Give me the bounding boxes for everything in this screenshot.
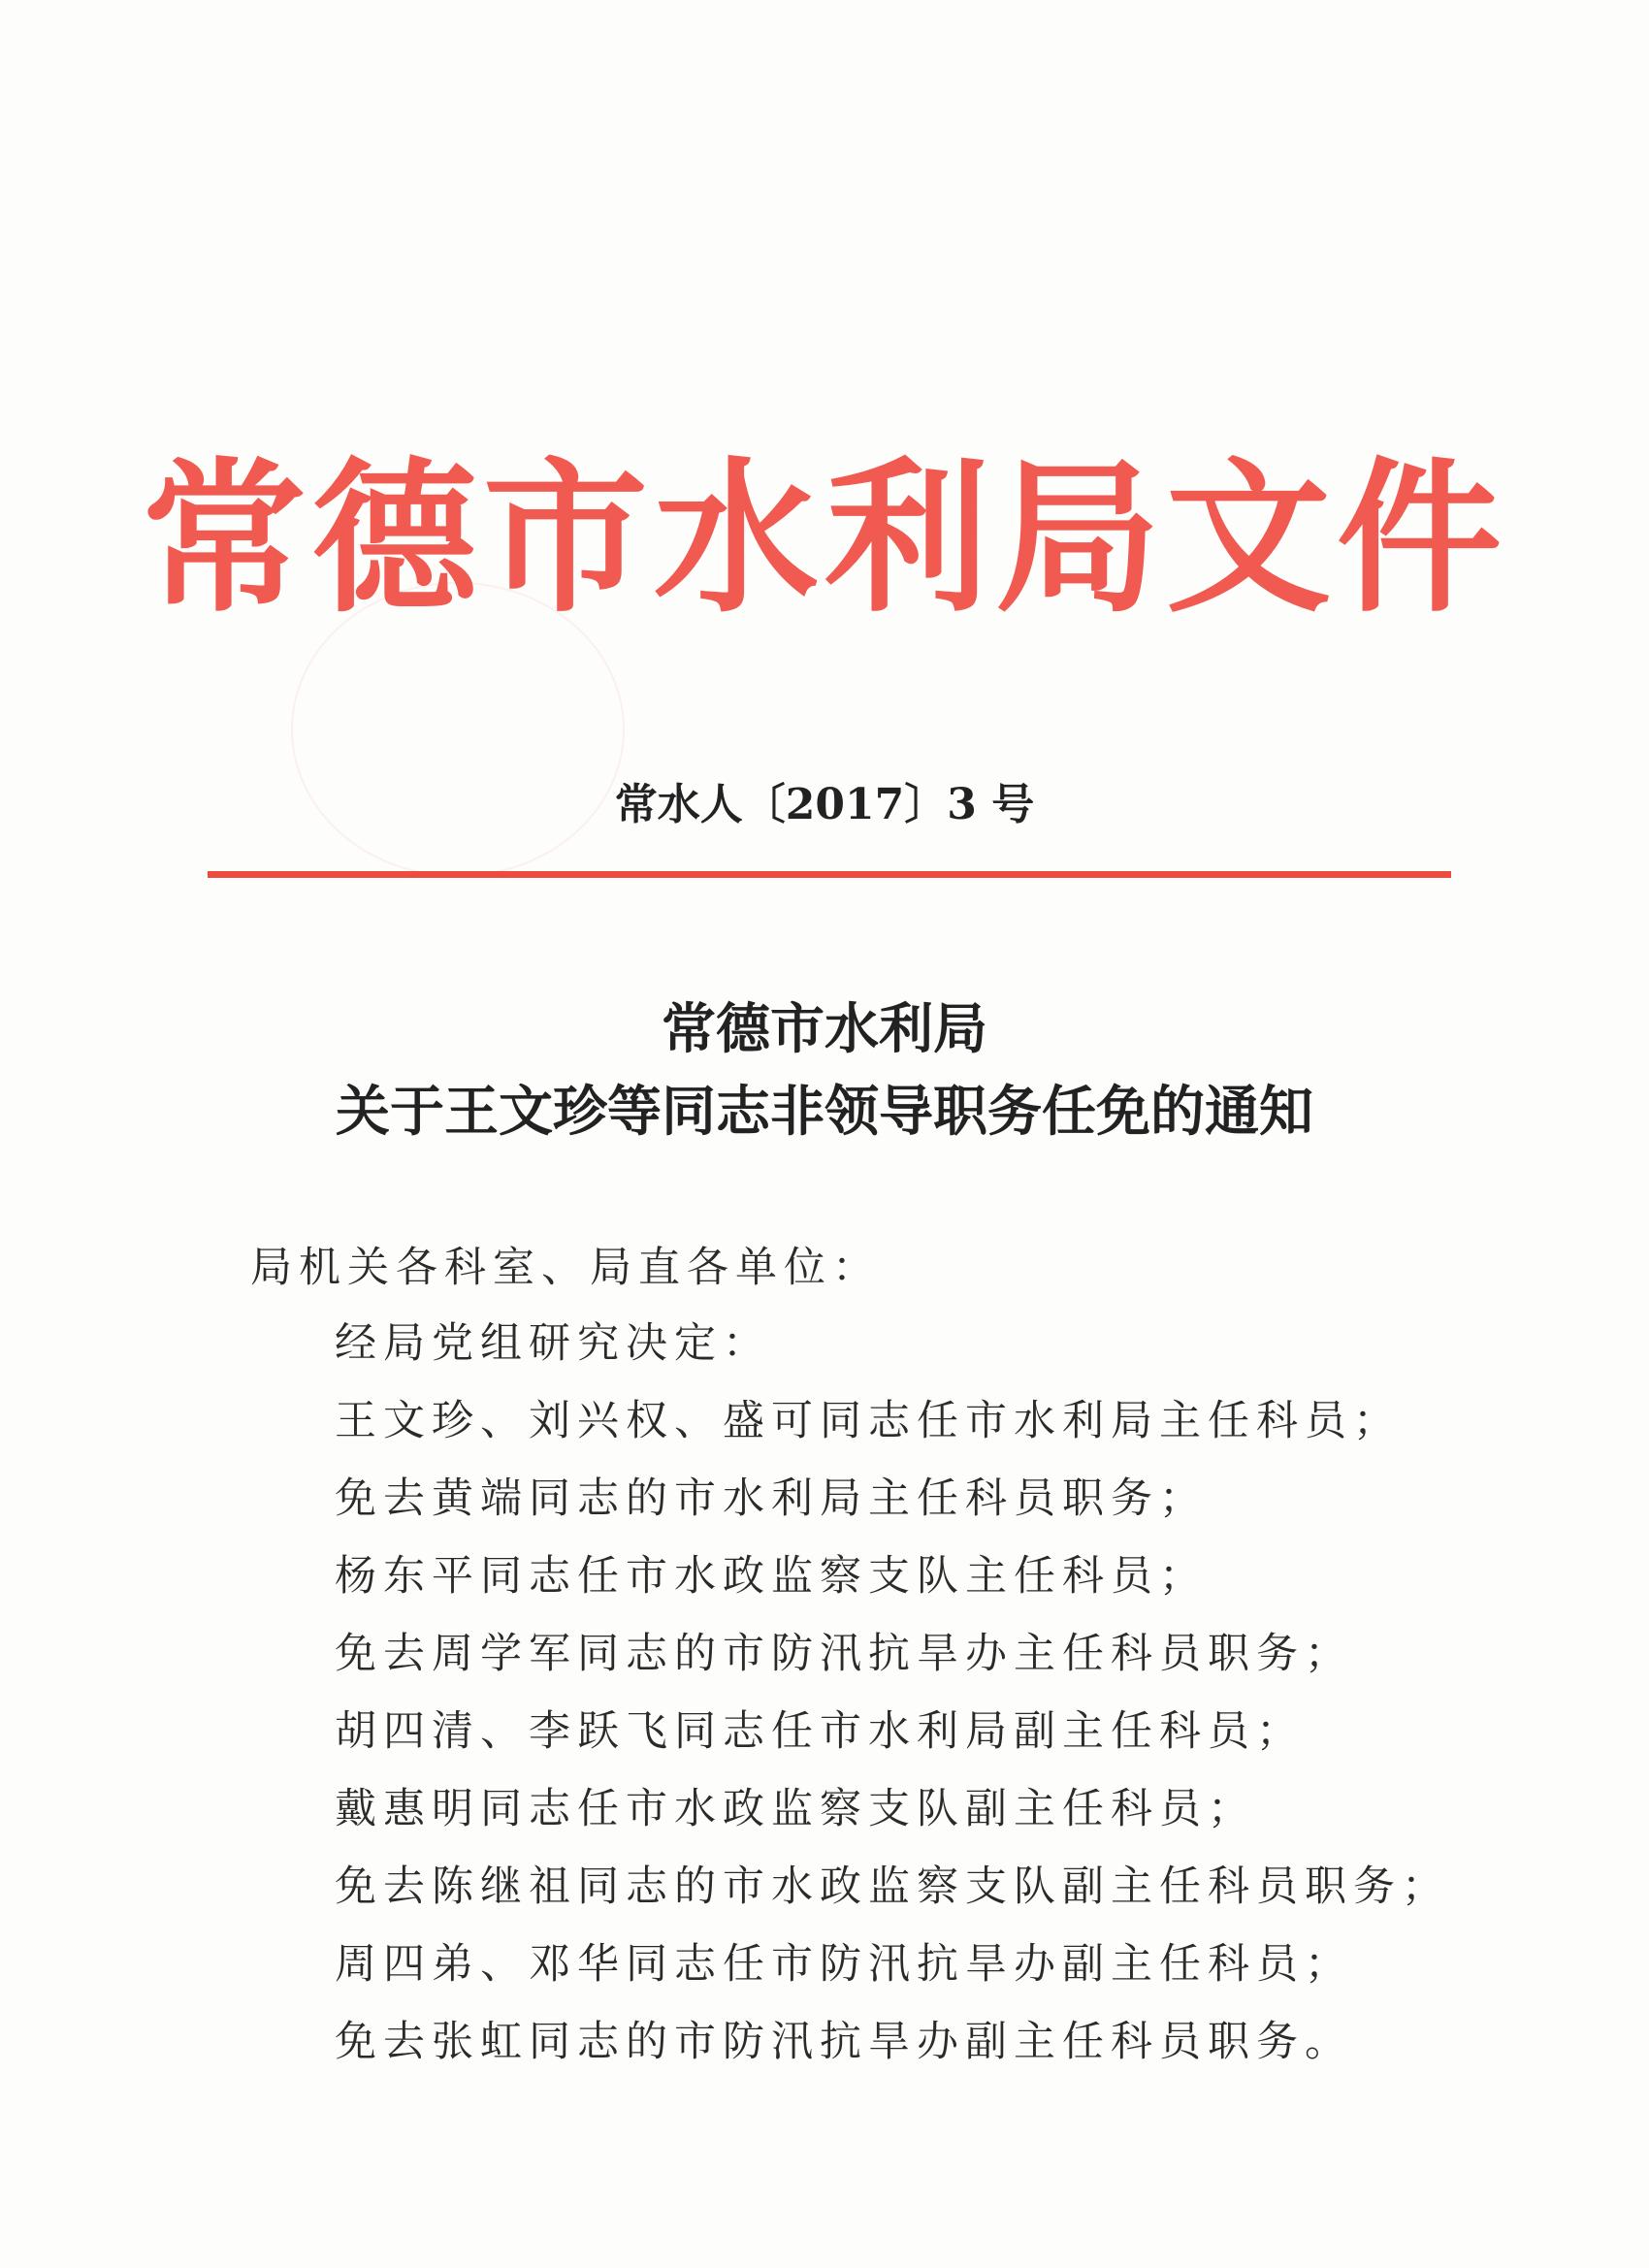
body-line: 经局党组研究决定： — [335, 1319, 771, 1368]
body-line: 戴惠明同志任市水政监察支队副主任科员； — [335, 1785, 1256, 1833]
notice-title-line-2: 关于王文珍等同志非领导职务任免的通知 — [336, 1080, 1313, 1144]
body-line: 杨东平同志任市水政监察支队主任科员； — [335, 1552, 1208, 1601]
body-line: 免去陈继祖同志的市水政监察支队副主任科员职务； — [335, 1863, 1450, 1911]
decision-list — [335, 1319, 1450, 2099]
body-line: 周四弟、邓华同志任市防汛抗旱办副主任科员； — [335, 1940, 1353, 1989]
document-masthead: 常德市水利局文件 — [141, 441, 1507, 635]
body-line: 胡四清、李跃飞同志任市水利局副主任科员； — [335, 1707, 1305, 1756]
body-line: 免去张虹同志的市防汛抗旱办副主任科员职务。 — [335, 2018, 1353, 2066]
document-number: 常水人〔2017〕3 号 — [614, 780, 1035, 829]
red-separator-line — [208, 871, 1451, 878]
body-line: 免去黄端同志的市水利局主任科员职务； — [335, 1474, 1208, 1523]
body-line: 免去周学军同志的市防汛抗旱办主任科员职务； — [335, 1630, 1353, 1678]
body-line: 王文珍、刘兴权、盛可同志任市水利局主任科员； — [335, 1397, 1402, 1445]
notice-title-line-1: 常德市水利局 — [662, 997, 987, 1061]
salutation: 局机关各科室、局直各单位： — [250, 1244, 881, 1292]
